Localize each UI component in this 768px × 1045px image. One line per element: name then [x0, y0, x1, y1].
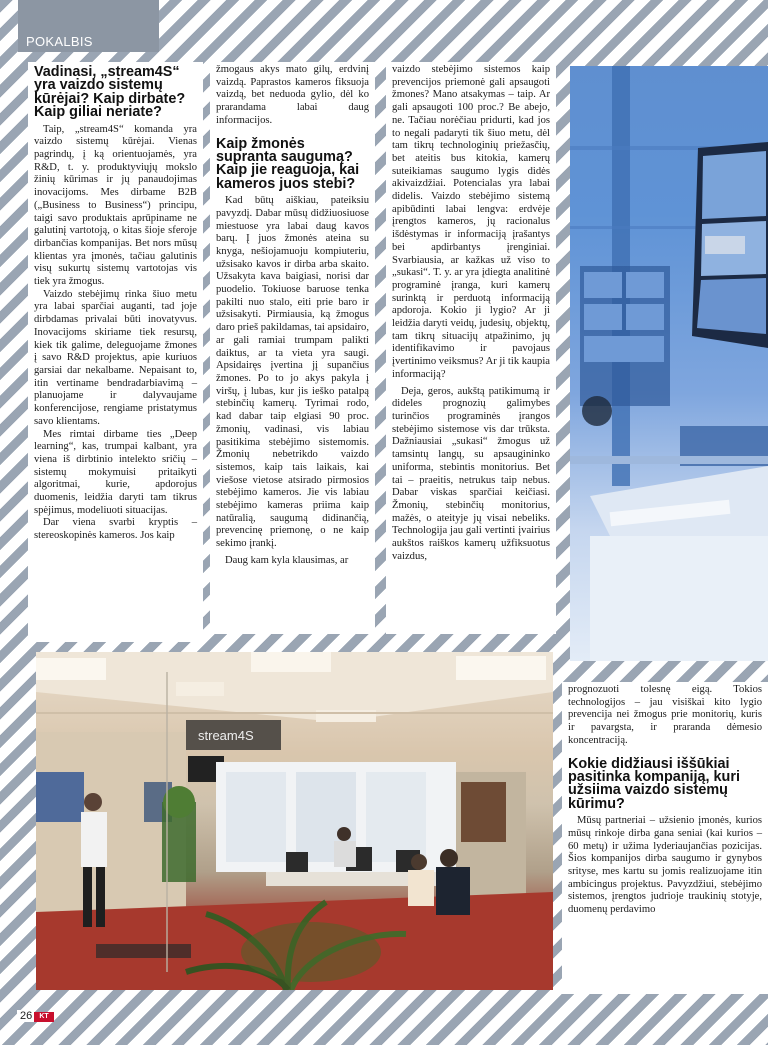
paragraph: žmogaus akys mato gilų, erdvinį vaizdą. Paprastos kameros fiksuoja vaizdą, bet neduoda gylio, dėl ko prarandama labai daug informacijos.	[216, 64, 369, 126]
magazine-logo: KT	[34, 1012, 54, 1022]
paragraph: Deja, geros, aukštą patikimumą ir dideles prognozių galimybes turinčios programinės įrangos stebėjimo sistemose vis dar trūksta. Dažniausiai „sukasi“ žmogus už tamsintų langų, su apsaugininko uniforma, stebintis monitorius. Bet tai – praeitis, netrukus taip nebus. Dabar viskas sparčiai keičiasi. Žmonių, stebinčių monitorius, mažės, o ateityje jų visai nebeliks. Technologija jau gali vertinti įvairius aukštos raiškos kamerų užfiksuotus vaizdus,	[392, 385, 550, 562]
office-photo	[36, 652, 553, 990]
paragraph: vaizdo stebėjimo sistemos kaip prevencijos priemonė gali apsaugoti žmones? Mano atsakymas – taip. Ar gali apsaugoti 100 proc.? Be abejo, ne. Tačiau norėčiau pridurti, kad jos to negali padaryti tik šiuo metu, dėl tam tikrų technologinių priežasčių, bet ateitis bus kitokia, kamerų suteikiamas saugumo lygis didės akivaizdžiai. Potencialas yra labai didelis. Vaizdo stebėjimo sistemą apibūdinti labai lengva: erdvėje įrengtos kameros, jų racionalus išdėstymas ir informaciją įrašantys bei apdirbantys įrenginiai. Svarbiausia, ar kažkas už viso to „sukasi“. T. y. ar yra įdiegta analitinė programinė įranga, kuri kamerų surinktą ir perduotą informaciją apdoroja. Kokio ji lygio? Ar ji leidžia daryti veidų, judesių, objektų, tam tikrų situacijų atpažinimo, jų identifikavimo ir pavojaus įvertinimo veiksmus? Ar ji tik kaupia informaciją?	[392, 64, 551, 380]
control-room-illustration	[570, 66, 768, 661]
paragraph: Dar viena svarbi kryptis – stereoskopinės kameros. Jos kaip	[34, 517, 197, 542]
question-heading-3: Kokie didžiausi iššūkiai pasitinka kompaniją, kuri užsiima vaizdo sistemų kūrimu?	[568, 755, 740, 812]
article-column-2	[210, 62, 375, 634]
paragraph: Daug kam kyla klausimas, ar	[225, 554, 349, 566]
stream4s-wall-sign: stream4S	[198, 728, 254, 743]
question-heading-2: Kaip žmonės supranta saugumą? Kaip jie reaguoja, kai kameros juos stebi?	[216, 135, 360, 192]
section-tab	[18, 0, 159, 52]
control-room-photo	[570, 66, 768, 661]
paragraph: Kad būtų aiškiau, pateiksiu pavyzdį. Dabar mūsų didžiuosiuose miestuose yra labai daug kavos barų. Į juos žmonės ateina su knyga, nešiojamuoju kompiuteriu, užsisako kavos ir dirba arba skaito. Užsakyta kava baigiasi, norisi dar puodelio. Tokiuose baruose tenka pakilti nuo stalo, eiti prie baro ir užsisakyti. Pirmiausia, ką žmogus daro prieš pakildamas, tai apsidairo, ar gali ramiai trumpam palikti daiktus, ar ta vieta yra saugi. Apsidairęs įvertina jį supančius žmones. Po to jo akys pakyla į viršų, į lubas, kur jis ieško patalpą stebinčių kamerų. Tyrimai rodo, kad dabar taip elgiasi 90 proc. žmonių, vadinasi, vis labiau pasitikima stebėjimo sistemomis. Žmonių nebetrikdo vaizdo sistemos, kaip tais laikais, kai viešose vietose atsirado pirmosios stebėjimo kameros. Jie vis labiau stebėjimo kameras priima kaip natūralią, saugumą didinančią, prevencinę priemonę, o ne kaip sekimo įrankį.	[216, 195, 369, 550]
paragraph: Vaizdo stebėjimų rinka šiuo metu yra labai sparčiai auganti, tad joje dirbdamas privalai būti inovatyvus. Inovacijoms skiriame tiek resursų, kiek tik galime, deleguojame žmones į savo R&D projektus, apie kuriuos garsiai dar nekalbame. Nepaisant to, itin vertiname bendradarbiavimą – planuojame ir dalyvaujame konferencijose, rengiame pristatymus savo klientams.	[34, 288, 197, 427]
paragraph: prognozuoti tolesnę eigą. Tokios technologijos – jau visiškai kito lygio prevencija nei žmogus prie monitorių, kuris ir pavargsta, ir praranda dėmesio koncentraciją.	[568, 684, 762, 746]
page-number: 26	[17, 1010, 35, 1022]
section-label: POKALBIS	[26, 34, 93, 49]
paragraph: Taip, „stream4S“ komanda yra vaizdo sistemų kūrėjai. Vienas pagrindų, į ką orientuojamės, yra R&D, t. y. produktyviųjų mokslo žinių kūrimas ir jų panaudojimas inovacijoms. Mes dirbame B2B („Business to Business“) principu, taigi savo produktais aprūpiname ne galutinį vartotoją, o kitas šioje sferoje dirbančias kompanijas. Bet nors mūsų klientas yra įmonės, tačiau galutinis visų sukurtų sistemų vartotojas vis tiek yra žmogus.	[34, 123, 197, 288]
article-column-4	[562, 682, 768, 994]
paragraph: Mes rimtai dirbame ties „Deep learning“, kas, trumpai kalbant, yra viena iš dirbtinio intelekto sričių – sistemų mokymuisi pritaikyti algoritmai, kurie, apdorojus duomenis, leidžia daryti tam tikrus spėjimus, modeliuoti situacijas.	[34, 428, 197, 516]
office-illustration	[36, 652, 553, 990]
article-column-1	[28, 62, 203, 642]
question-heading-1: Vadinasi, „stream4S“ yra vaizdo sistemų kūrėjai? Kaip dirbate? Kaip giliai neriate?	[34, 64, 186, 121]
article-column-3	[386, 62, 556, 634]
paragraph: Mūsų partneriai – užsienio įmonės, kurios mūsų rinkoje dirba gana seniai (kai kurios – 60 metų) ir užima lyderiaujančias pozicijas. Šios kompanijos dirba saugumo ir gynybos srityse, mes kartu su jomis realizuojame itin ambicingus projektus. Pavyzdžiui, stebėjimo sistemos, įrengtos judrioje traukinių stotyje, duomenų perdavimo	[568, 815, 762, 916]
